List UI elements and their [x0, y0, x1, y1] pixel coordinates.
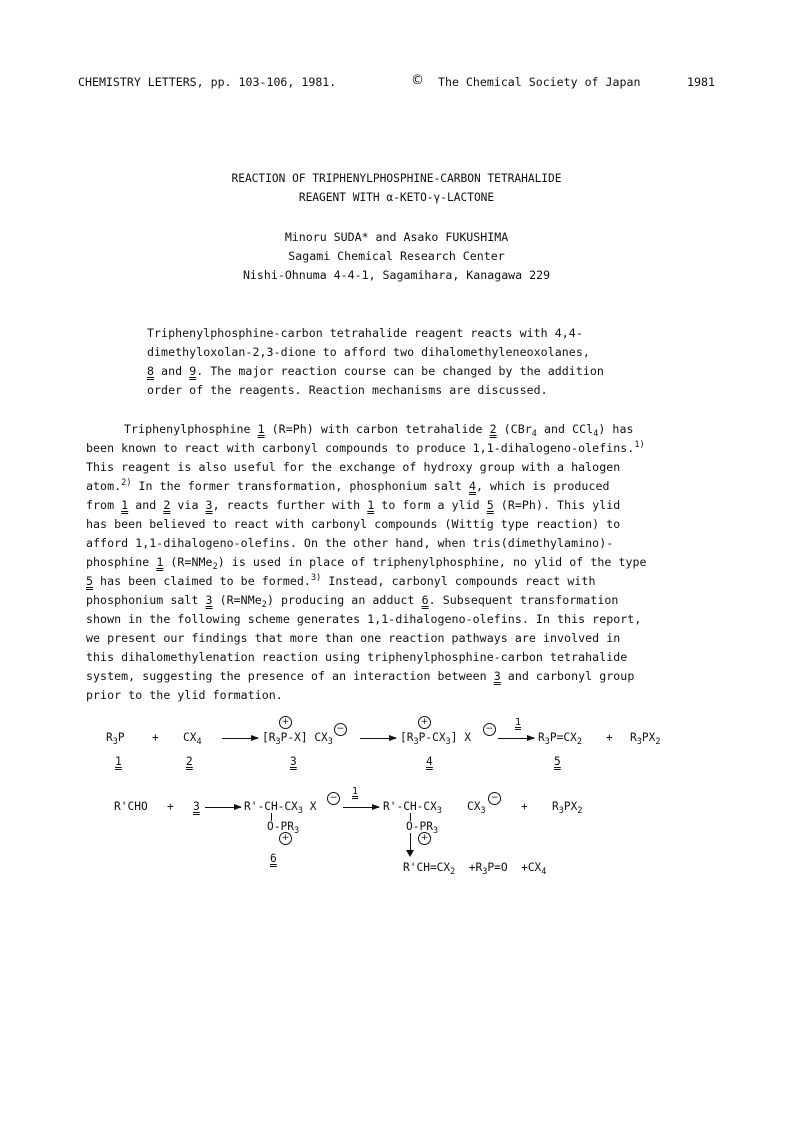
body-line: phosphine 1 (R=NMe$_2$) is used in place of triphenylphosphine, no ylid of the type	[86, 555, 647, 572]
abstract-line: order of the reagents. Reaction mechanisms are discussed.	[147, 383, 548, 397]
compound-number: 3	[193, 800, 200, 813]
compound-ref: 9	[189, 364, 197, 378]
formula-cx3: $CX_3$	[467, 800, 486, 816]
body-line: This reagent is also useful for the exchange of hydroxy group with a halogen	[86, 460, 621, 474]
formula-r3px2: $R_3PX_2$	[630, 731, 661, 747]
product-oxy-phosphonium: $O-PR_3$	[406, 820, 439, 836]
reagent-label: 1	[352, 786, 359, 797]
abstract-line: dimethyloxolan-2,3-dione to afford two dihalomethyleneoxolanes,	[147, 345, 590, 359]
compound-number: 5	[554, 755, 561, 768]
adduct-oxy-phosphonium: $O-PR_3$	[267, 820, 300, 836]
positive-charge-icon: +	[418, 832, 431, 845]
reaction-arrow	[205, 807, 241, 808]
ylid-5: $R_3P=CX_2$	[538, 731, 582, 747]
reaction-arrow	[498, 738, 534, 739]
author-names: Minoru SUDA* and Asako FUKUSHIMA	[284, 230, 509, 244]
body-line: 5 has been claimed to be formed.$^{3)}$ Instead, carbonyl compounds react with	[86, 573, 596, 588]
body-line: prior to the ylid formation.	[86, 688, 283, 702]
positive-charge-icon: +	[279, 832, 292, 845]
body-line: from 1 and 2 via 3, reacts further with 1 to form a ylid 5 (R=Ph). This ylid	[86, 498, 621, 512]
body-line: this dihalomethylenation reaction using triphenylphosphine-carbon tetrahalide	[86, 650, 628, 664]
body-line: shown in the following scheme generates 1,1-dihalogeno-olefins. In this report,	[86, 612, 642, 626]
body-line: been known to react with carbonyl compounds to produce 1,1-dihalogeno-olefins.$^{1)}$	[86, 440, 645, 455]
compound-number: 3	[290, 755, 297, 768]
reagent-label: 1	[515, 717, 522, 728]
plus-sign: +	[152, 731, 159, 744]
negative-charge-icon: −	[483, 723, 496, 736]
compound-number: 4	[426, 755, 433, 768]
negative-charge-icon: −	[488, 792, 501, 805]
body-line: we present our findings that more than one reaction pathways are involved in	[86, 631, 621, 645]
compound-number: 2	[186, 755, 193, 768]
intermediate-3: $[R_3P-X]$ $CX_3$	[262, 731, 333, 747]
abstract-line: Triphenylphosphine-carbon tetrahalide reagent reacts with 4,4-	[147, 326, 583, 340]
header-year: 1981	[687, 75, 715, 89]
formula-rcho: R'CHO	[114, 800, 148, 813]
formula-cx4: $CX_4$	[183, 731, 202, 747]
plus-sign: +	[606, 731, 613, 744]
negative-charge-icon: −	[334, 723, 347, 736]
compound-ref: 8	[147, 364, 155, 378]
author-institution: Sagami Chemical Research Center	[288, 249, 505, 263]
reaction-arrow	[343, 807, 379, 808]
compound-number: 1	[115, 755, 122, 768]
adduct-6: $R'-CH-CX_3$ X	[244, 800, 317, 816]
society-name: The Chemical Society of Japan	[438, 75, 641, 89]
plus-sign: +	[167, 800, 174, 813]
formula-r3px2: $R_3PX_2$	[552, 800, 583, 816]
intermediate-4: $[R_3P-CX_3]$ X	[400, 731, 471, 747]
body-line: afford 1,1-dihalogeno-olefins. On the other hand, when tris(dimethylamino)-	[86, 536, 614, 550]
reference-mark: 2)	[121, 478, 132, 488]
compound-number: 6	[270, 852, 277, 865]
paper-title-line2: REAGENT WITH α-KETO-γ-LACTONE	[298, 191, 495, 204]
final-products: $R'CH=CX_2 +R_3P=O +CX_4$	[403, 861, 547, 877]
product-intermediate: $R'-CH-CX_3$	[383, 800, 443, 816]
formula-r3p: $R_3P$	[106, 731, 125, 747]
plus-sign: +	[521, 800, 528, 813]
paper-title-line1: REACTION OF TRIPHENYLPHOSPHINE-CARBON TETRAHALIDE	[231, 172, 562, 185]
reference-mark: 1)	[634, 440, 645, 450]
body-line: system, suggesting the presence of an interaction between 3 and carbonyl group	[86, 669, 635, 683]
body-line: atom.$^{2)}$ In the former transformation, phosphonium salt 4, which is produced	[86, 478, 610, 493]
reaction-arrow	[360, 738, 396, 739]
body-line: has been believed to react with carbonyl compounds (Wittig type reaction) to	[86, 517, 621, 531]
body-line: Triphenylphosphine 1 (R=Ph) with carbon tetrahalide 2 (CBr$_4$ and CCl$_4$) has	[124, 422, 634, 439]
arrow-head-icon	[406, 850, 414, 857]
journal-citation: CHEMISTRY LETTERS, pp. 103-106, 1981.	[78, 75, 337, 89]
positive-charge-icon: +	[418, 716, 431, 729]
body-line: phosphonium salt 3 (R=NMe$_2$) producing an adduct 6. Subsequent transformation	[86, 593, 619, 610]
reference-mark: 3)	[310, 573, 322, 583]
abstract-line: 8 and 9. The major reaction course can be changed by the addition	[147, 364, 604, 378]
copyright-symbol: ©	[411, 73, 424, 88]
author-address: Nishi-Ohnuma 4-4-1, Sagamihara, Kanagawa 229	[242, 268, 551, 282]
negative-charge-icon: −	[327, 792, 340, 805]
reaction-arrow	[222, 738, 258, 739]
positive-charge-icon: +	[279, 716, 292, 729]
